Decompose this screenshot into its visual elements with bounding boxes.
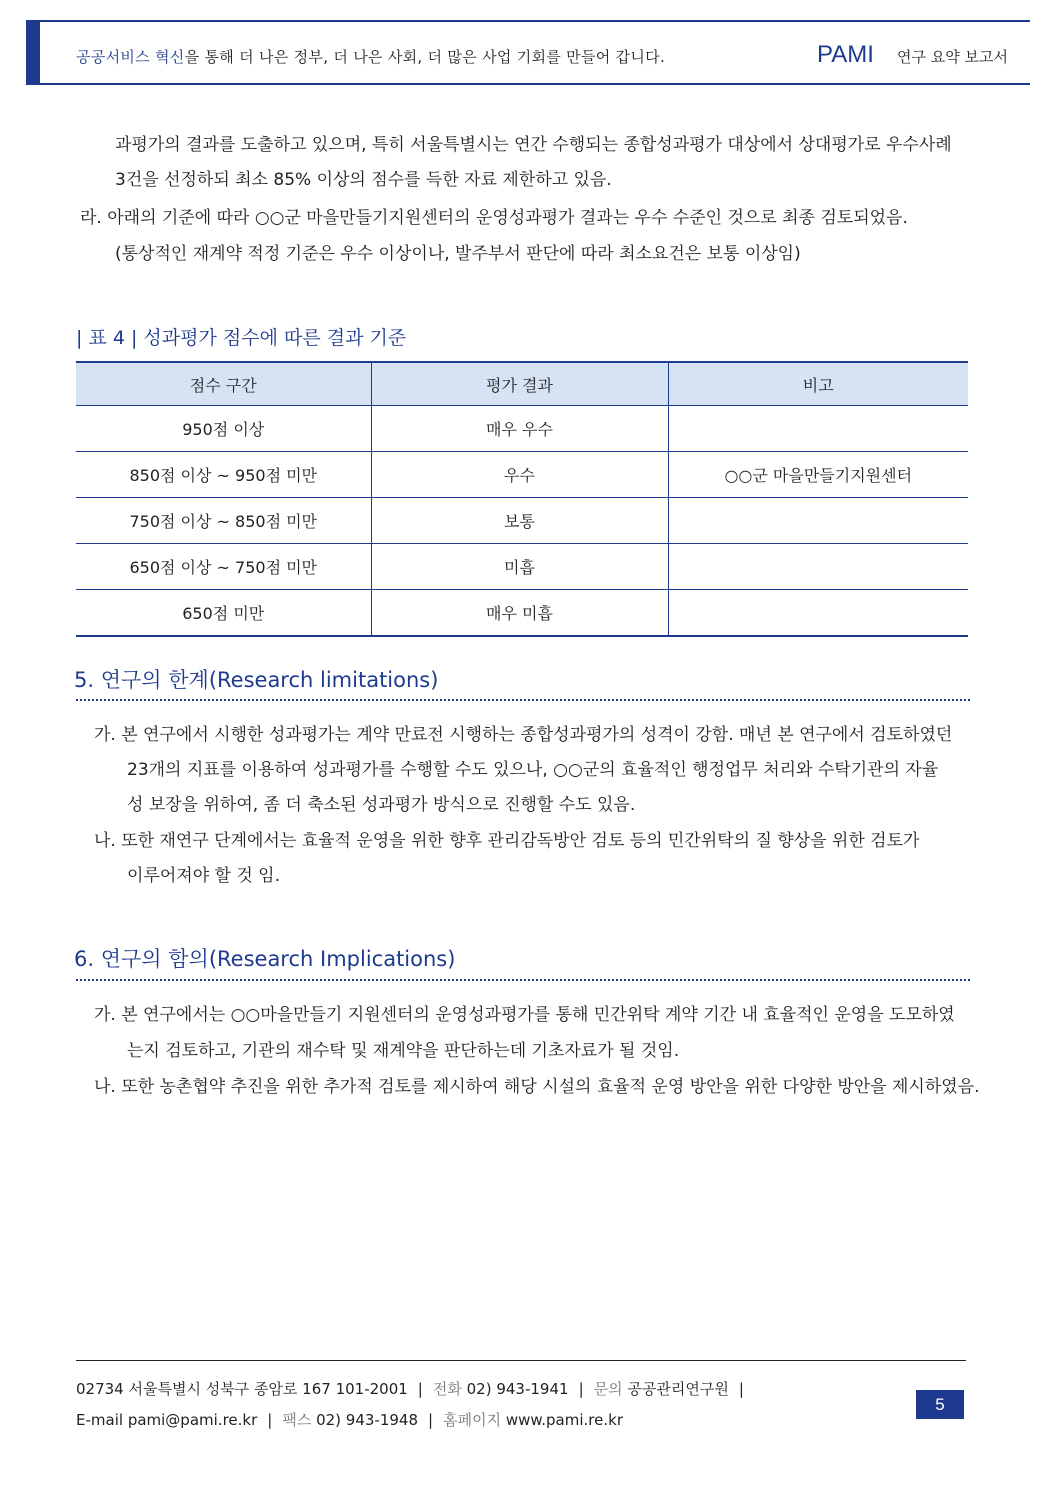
item-ra-line-2: (통상적인 재계약 적정 기준은 우수 이상이나, 발주부서 판단에 따라 최소요건은 보통 이상임)	[115, 244, 801, 264]
cell-note	[668, 406, 968, 452]
section-6-ga-line-1: 가. 본 연구에서는 ○○마을만들기 지원센터의 운영성과평가를 통해 민간위탁 계약 기간 내 효율적인 운영을 도모하였	[94, 1005, 955, 1025]
footer-email-label: E-mail	[76, 1411, 124, 1429]
cell-note	[668, 498, 968, 544]
cell-result: 보통	[371, 498, 668, 544]
footer-phone-label: 전화	[432, 1380, 462, 1398]
header-slogan	[76, 46, 665, 67]
cell-score-range: 650점 이상 ~ 750점 미만	[76, 544, 371, 590]
table-title: | 표 4 | 성과평가 점수에 따른 결과 기준	[76, 327, 407, 349]
section-5-ga-line-1: 가. 본 연구에서 시행한 성과평가는 계약 만료전 시행하는 종합성과평가의 성격이 강함. 매년 본 연구에서 검토하였던	[94, 725, 953, 745]
score-criteria-table	[76, 361, 968, 637]
section-5-ga-line-2: 23개의 지표를 이용하여 성과평가를 수행할 수도 있으나, ○○군의 효율적인 행정업무 처리와 수탁기관의 자율	[127, 760, 939, 780]
footer-line-1: 02734 서울특별시 성북구 종암로 167 101-2001 | 전화 02) 943-1941 | 문의 공공관리연구원 |	[76, 1380, 744, 1398]
item-ra-line-1: 라. 아래의 기준에 따라 ○○군 마을만들기지원센터의 운영성과평가 결과는 우수 수준인 것으로 최종 검토되었음.	[80, 208, 908, 228]
cell-score-range: 850점 이상 ~ 950점 미만	[76, 452, 371, 498]
cell-score-range: 950점 이상	[76, 406, 371, 452]
table-row	[76, 452, 968, 498]
column-header-score-range: 점수 구간	[76, 362, 371, 406]
page-number: 5	[916, 1390, 964, 1419]
footer-contact: 공공관리연구원	[627, 1380, 729, 1398]
header-bottom-rule	[26, 83, 1030, 85]
intro-line-2: 3건을 선정하되 최소 85% 이상의 점수를 득한 자료 제한하고 있음.	[115, 170, 612, 190]
footer-contact-label: 문의	[593, 1380, 623, 1398]
cell-note	[668, 590, 968, 637]
footer-email: pami@pami.re.kr	[127, 1411, 258, 1429]
column-header-note: 비고	[668, 362, 968, 406]
section-5-na-line-1: 나. 또한 재연구 단계에서는 효율적 운영을 위한 향후 관리감독방안 검토 등의 민간위탁의 질 향상을 위한 검토가	[94, 831, 920, 851]
section-5-heading: 5. 연구의 한계(Research limitations)	[74, 668, 439, 692]
table-row	[76, 544, 968, 590]
cell-result: 미흡	[371, 544, 668, 590]
footer-address: 02734 서울특별시 성북구 종암로 167 101-2001	[76, 1380, 408, 1398]
table-row	[76, 406, 968, 452]
section-5-divider	[76, 699, 970, 701]
cell-note: ○○군 마을만들기지원센터	[668, 452, 968, 498]
slogan-highlight: 공공서비스 혁신	[76, 48, 185, 66]
cell-result: 매우 미흡	[371, 590, 668, 637]
cell-score-range: 750점 이상 ~ 850점 미만	[76, 498, 371, 544]
section-5-ga-line-3: 성 보장을 위하여, 좀 더 축소된 성과평가 방식으로 진행할 수도 있음.	[127, 795, 636, 815]
section-6-divider	[76, 979, 970, 981]
footer-fax-label: 팩스	[282, 1411, 312, 1429]
column-header-result: 평가 결과	[371, 362, 668, 406]
footer-rule	[76, 1360, 966, 1361]
report-label: 연구 요약 보고서	[897, 48, 1008, 66]
table-row	[76, 498, 968, 544]
header-accent-bar	[26, 20, 40, 84]
cell-score-range: 650점 미만	[76, 590, 371, 637]
cell-result: 우수	[371, 452, 668, 498]
footer-fax: 02) 943-1948	[316, 1411, 419, 1429]
cell-result: 매우 우수	[371, 406, 668, 452]
table-header-row	[76, 362, 968, 406]
footer-line-2: E-mail pami@pami.re.kr | 팩스 02) 943-1948 | 홈페이지 www.pami.re.kr	[76, 1411, 623, 1429]
section-6-ga-line-2: 는지 검토하고, 기관의 재수탁 및 재계약을 판단하는데 기초자료가 될 것임.	[127, 1041, 680, 1061]
footer-homepage: www.pami.re.kr	[505, 1411, 623, 1429]
table-row	[76, 590, 968, 637]
footer-phone: 02) 943-1941	[466, 1380, 569, 1398]
brand-logo: PAMI	[817, 41, 874, 68]
section-5-na-line-2: 이루어져야 할 것 임.	[127, 866, 280, 886]
header-top-rule	[26, 20, 1030, 22]
slogan-rest: 을 통해 더 나은 정부, 더 나은 사회, 더 많은 사업 기회를 만들어 갑니다.	[184, 48, 666, 66]
footer-homepage-label: 홈페이지	[443, 1411, 502, 1429]
section-6-na-line-1: 나. 또한 농촌협약 추진을 위한 추가적 검토를 제시하여 해당 시설의 효율적 운영 방안을 위한 다양한 방안을 제시하였음.	[94, 1077, 980, 1097]
cell-note	[668, 544, 968, 590]
section-6-heading: 6. 연구의 함의(Research Implications)	[74, 947, 456, 971]
intro-line-1: 과평가의 결과를 도출하고 있으며, 특히 서울특별시는 연간 수행되는 종합성과평가 대상에서 상대평가로 우수사례	[115, 135, 952, 155]
